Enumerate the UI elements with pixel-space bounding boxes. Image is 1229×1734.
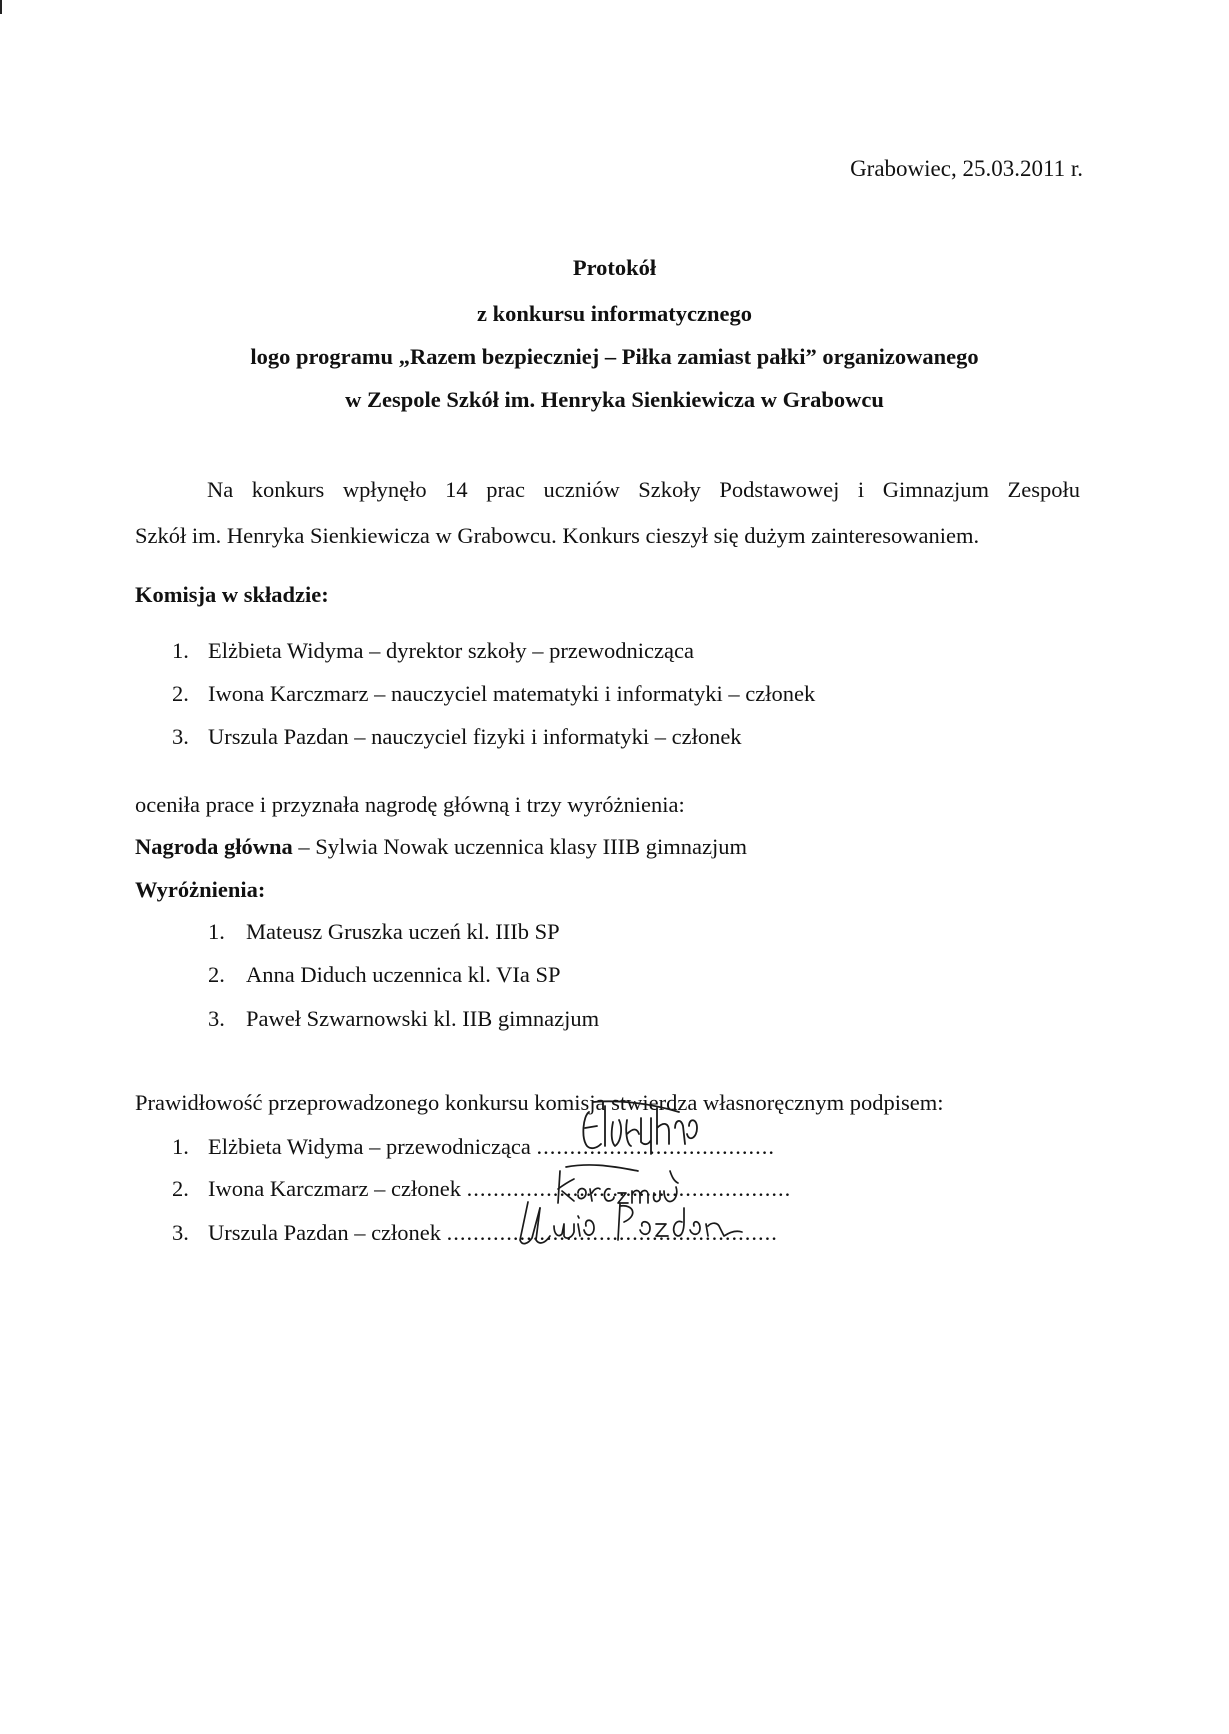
intro-line-2: Szkół im. Henryka Sienkiewicza w Grabowcu. Konkurs cieszył się dużym zainteresowaniem. [135,523,980,548]
intro-line-1: Na konkurs wpłynęło 14 prac uczniów Szkoły Podstawowej i Gimnazjum Zespołu [207,477,1080,502]
title-contest: z konkursu informatycznego [477,301,752,326]
place-date: Grabowiec, 25.03.2011 r. [850,156,1083,181]
main-prize-label: Nagroda główna [135,834,293,859]
main-prize [135,836,747,859]
distinction-item [208,1008,599,1031]
title-school: w Zespole Szkół im. Henryka Sienkiewicza w Grabowcu [345,387,884,412]
distinction-text: Paweł Szwarnowski kl. IIB gimnazjum [246,1006,600,1031]
member-text: Iwona Karczmarz – nauczyciel matematyki i informatyki – członek [208,681,816,706]
committee-heading: Komisja w składzie: [135,582,329,607]
list-number: 1. [208,919,225,944]
signature-dots: .................................... [536,1134,776,1159]
member-text: Elżbieta Widyma – dyrektor szkoły – przewodnicząca [208,638,694,663]
signature-widyma [575,1098,725,1160]
title-protocol: Protokół [572,255,657,280]
signer-text: Elżbieta Widyma – przewodnicząca [208,1134,531,1159]
scan-corner-mark [0,0,2,14]
list-number: 3. [172,724,189,749]
signature-dots: .................................................. [446,1220,778,1245]
list-number: 2. [172,681,189,706]
list-number: 3. [208,1006,225,1031]
signature-statement: Prawidłowość przeprowadzonego konkursu komisja stwierdza własnoręcznym podpisem: [135,1090,944,1115]
distinction-text: Mateusz Gruszka uczeń kl. IIIb SP [246,919,560,944]
evaluation-statement: oceniła prace i przyznała nagrodę główną i trzy wyróżnienia: [135,792,685,817]
signature-pazdan [510,1196,760,1254]
list-number: 1. [172,1134,189,1159]
signature-dots: ................................................. [466,1176,792,1201]
committee-member [172,683,815,706]
member-text: Urszula Pazdan – nauczyciel fizyki i informatyki – członek [208,724,742,749]
title-program: logo programu „Razem bezpieczniej – Piłka zamiast pałki” organizowanego [250,344,979,369]
list-number: 2. [172,1176,189,1201]
main-prize-text: – Sylwia Nowak uczennica klasy IIIB gimnazjum [292,834,747,859]
distinction-item [208,921,560,944]
list-number: 1. [172,638,189,663]
signer-text: Iwona Karczmarz – członek [208,1176,461,1201]
distinctions-heading: Wyróżnienia: [135,877,266,902]
committee-member [172,726,742,749]
committee-member [172,640,694,663]
signer-text: Urszula Pazdan – członek [208,1220,442,1245]
distinction-item [208,964,561,987]
distinction-text: Anna Diduch uczennica kl. VIa SP [246,962,561,987]
list-number: 2. [208,962,225,987]
list-number: 3. [172,1220,189,1245]
